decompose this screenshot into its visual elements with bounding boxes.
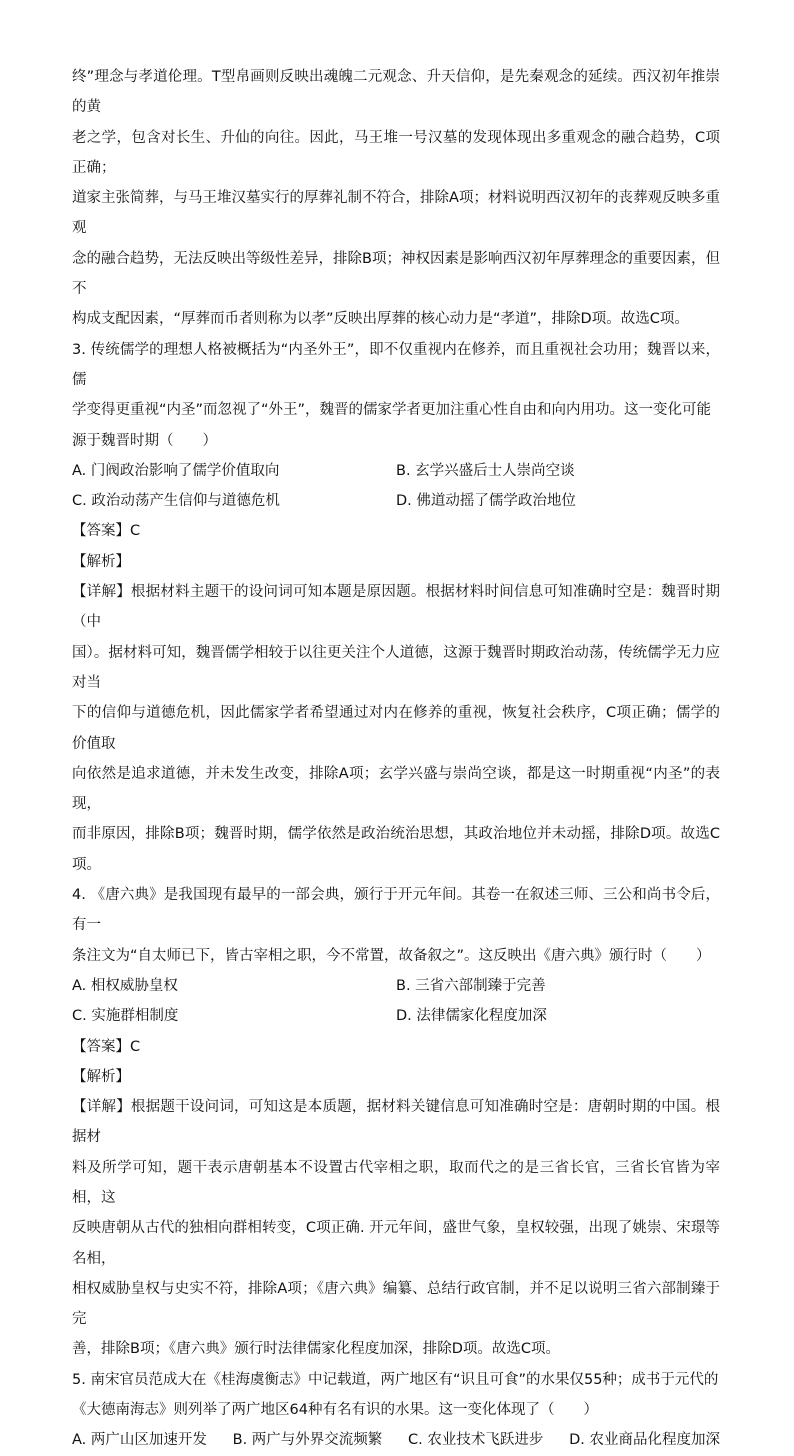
options-row [72, 1425, 720, 1455]
question-stem-line: 4. 《唐六典》是我国现有最早的一部会典，颁行于开元年间。其卷一在叙述三师、三公和尚书令后，有一 [72, 887, 720, 934]
option-b: B. 玄学兴盛后士人崇尚空谈 [396, 462, 575, 479]
option-b: B. 三省六部制臻于完善 [396, 977, 546, 994]
detail-line: 下的信仰与道德危机，因此儒家学者希望通过对内在修养的重视，恢复社会秩序，C项正确；儒学的价值取 [72, 705, 720, 752]
detail-line: 【详解】根据材料主题干的设问词可知本题是原因题。根据材料时间信息可知准确时空是：魏晋时期（中 [72, 584, 720, 631]
question-stem-line: 3. 传统儒学的理想人格被概括为“内圣外王”，即不仅重视内在修养，而且重视社会功用；魏晋以来，儒 [72, 341, 720, 388]
option-c: C. 实施群相制度 [72, 1008, 179, 1025]
option-a: A. 两广山区加速开发 [72, 1432, 207, 1449]
detail-line: 反映唐朝从古代的独相向群相转变，C项正确. 开元年间，盛世气象，皇权较强，出现了姚崇、宋璟等名相， [72, 1220, 720, 1267]
options-row [72, 971, 720, 1001]
detail-line: 向依然是追求道德，并未发生改变，排除A项；玄学兴盛与崇尚空谈，都是这一时期重视“内圣”的表现， [72, 765, 720, 813]
option-a: A. 门阀政治影响了儒学价值取向 [72, 462, 280, 479]
question-stem-line: 学变得更重视“内圣”而忽视了“外王”，魏晋的儒家学者更加注重心性自由和向内用功。这一变化可能 [72, 402, 712, 419]
option-c: C. 农业技术飞跃进步 [408, 1432, 544, 1449]
option-d: D. 佛道动摇了儒学政治地位 [396, 493, 576, 510]
text-line: 终”理念与孝道伦理。T型帛画则反映出魂魄二元观念、升天信仰，是先秦观念的延续。西汉初年推崇的黄 [72, 69, 720, 116]
text-line: 念的融合趋势，无法反映出等级性差异，排除B项；神权因素是影响西汉初年厚葬理念的重要因素，但不 [72, 250, 720, 298]
options-row [72, 1001, 720, 1031]
question-5 [72, 1365, 720, 1456]
detail-line: 相权威胁皇权与史实不符，排除A项；《唐六典》编纂、总结行政官制，并不足以说明三省六部制臻于完 [72, 1280, 720, 1328]
analysis-label: 【解析】 [72, 1068, 130, 1085]
text-line: 老之学，包含对长生、升仙的向往。因此，马王堆一号汉墓的发现体现出多重观念的融合趋势，C项正确； [72, 129, 720, 176]
option-d: D. 农业商品化程度加深 [569, 1432, 720, 1449]
question-stem-line: 源于魏晋时期（ ） [72, 432, 217, 449]
option-a: A. 相权威胁皇权 [72, 977, 178, 994]
option-b: B. 两广与外界交流频繁 [232, 1432, 383, 1449]
options-row [72, 456, 720, 486]
detail-line: 国）。据材料可知，魏晋儒学相较于以往更关注个人道德，这源于魏晋时期政治动荡，传统儒学无力应对当 [72, 644, 720, 691]
answer-line: 【答案】C [72, 523, 141, 540]
question-stem-line: 5. 南宋官员范成大在《桂海虞衡志》中记载道，两广地区有“识且可食”的水果仅55种；成书于元代的 [72, 1371, 719, 1388]
detail-line: 料及所学可知，题干表示唐朝基本不设置古代宰相之职，取而代之的是三省长官，三省长官皆为宰相，这 [72, 1159, 720, 1206]
answer-line: 【答案】C [72, 1038, 141, 1055]
text-line: 道家主张简葬，与马王堆汉墓实行的厚葬礼制不符合，排除A项；材料说明西汉初年的丧葬观反映多重观 [72, 190, 720, 237]
detail-line: 而非原因，排除B项；魏晋时期，儒学依然是政治统治思想，其政治地位并未动摇，排除D项。故选C项。 [72, 826, 720, 873]
document-page [72, 62, 720, 1456]
option-c: C. 政治动荡产生信仰与道德危机 [72, 493, 280, 510]
options-row [72, 486, 720, 516]
detail-line: 善，排除B项；《唐六典》颁行时法律儒家化程度加深，排除D项。故选C项。 [72, 1341, 560, 1358]
question-3 [72, 335, 720, 880]
option-d: D. 法律儒家化程度加深 [396, 1008, 547, 1025]
previous-explanation [72, 62, 720, 335]
question-4 [72, 880, 720, 1365]
analysis-label: 【解析】 [72, 553, 130, 570]
text-line: 构成支配因素，“厚葬而币者则称为以孝”反映出厚葬的核心动力是“孝道”，排除D项。故选C项。 [72, 311, 689, 328]
question-stem-line: 条注文为“自太师已下，皆古宰相之职，今不常置，故备叙之”。这反映出《唐六典》颁行时（ ） [72, 947, 711, 964]
detail-line: 【详解】根据题干设问词，可知这是本质题，据材料关键信息可知准确时空是：唐朝时期的中国。根据材 [72, 1099, 720, 1146]
question-stem-line: 《大德南海志》则列举了两广地区64种有名有识的水果。这一变化体现了（ ） [72, 1402, 598, 1419]
